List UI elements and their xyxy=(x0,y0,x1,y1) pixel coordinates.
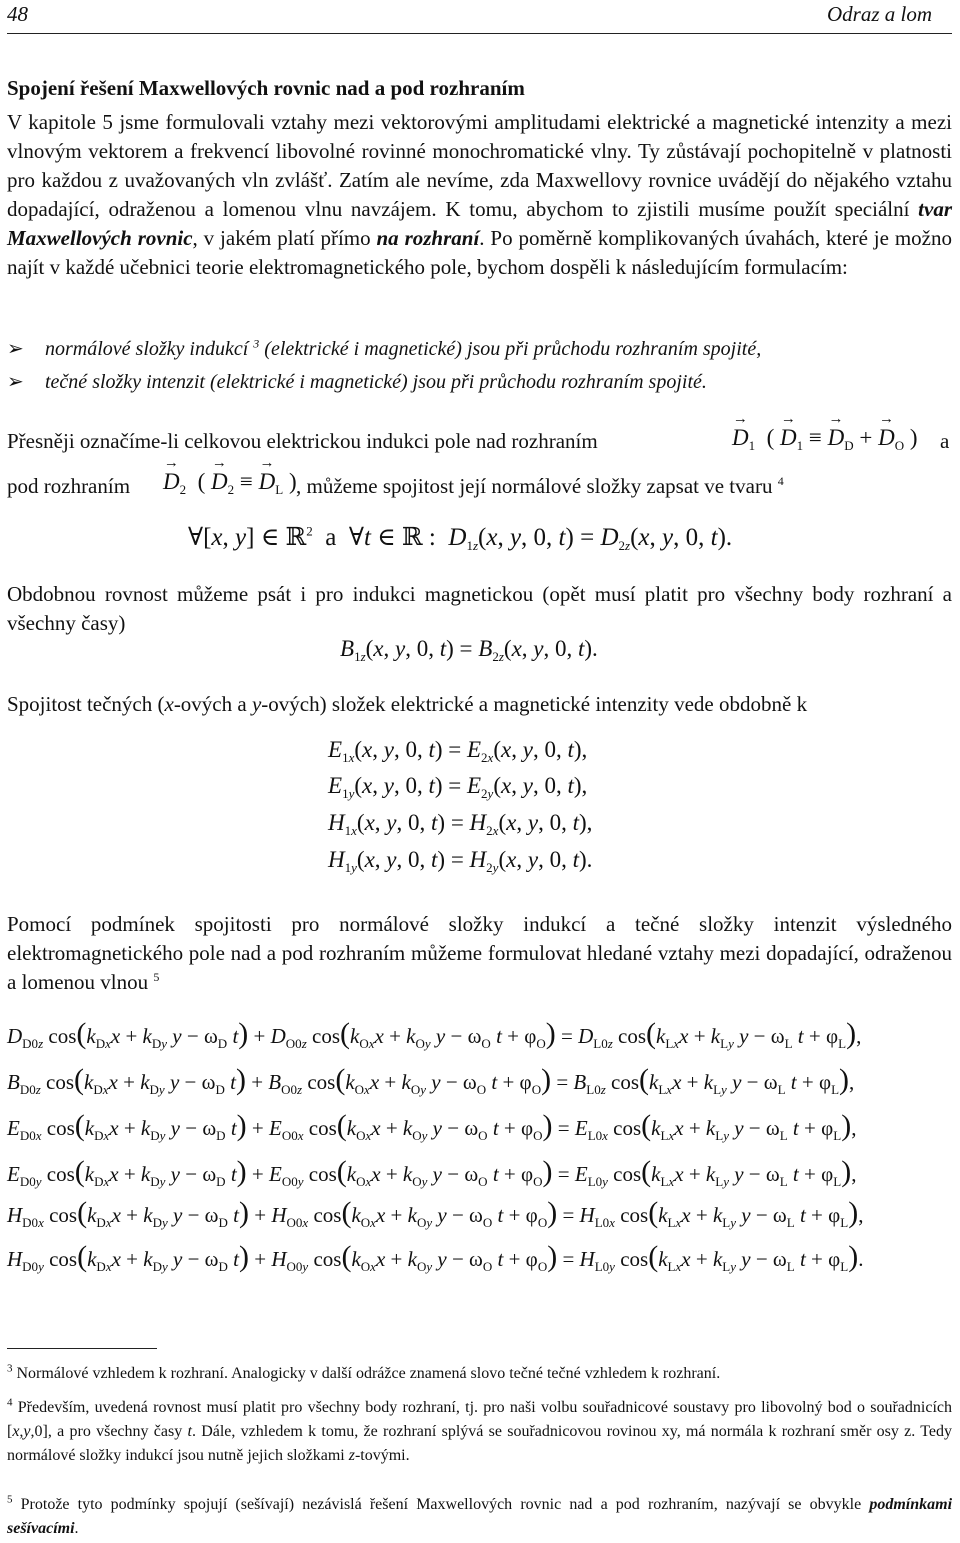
paragraph-line xyxy=(296,472,936,501)
footnote-emphasis: podmínkami sešívacími xyxy=(7,1496,953,1537)
footnote-mark: 3 xyxy=(7,1362,13,1375)
equation-normal-b: $B_{1z}(x$, y, 0, $t) = B_{2z}(x$, y, 0, t). xyxy=(340,636,598,664)
footnote-mark: 3 xyxy=(253,336,260,351)
bullet-text: tečné složky intenzit (elektrické i magnetické) jsou při průchodu rozhraním spojité. xyxy=(45,371,707,393)
arrow-bullet-icon: ➢ xyxy=(7,338,24,360)
sub: 1 xyxy=(466,538,473,553)
sub: O xyxy=(894,438,905,453)
footnote-text: z xyxy=(348,1447,355,1464)
conjunction: a xyxy=(940,429,950,453)
equation-wave-relation: $H_{D0y}$ $\cos(k_{Dx}x + k_{Dy}$ $y - \omega_D$ $t) + H_{O0y}$ $\cos(k_{Ox}x + k_{Oy}$ $y - \omega_O$ $t + \varphi_O) = H_{L0y}$ $\cos(k_{Lx}x + k_{Ly}$ $y - \omega_L$ $t + \varphi_L$). xyxy=(7,1240,864,1274)
equation-wave-relation: $E_{D0x}$ $\cos(k_{Dx}x + k_{Dy}$ $y - \omega_D$ $t) + E_{O0x}$ $\cos(k_{Ox}x + k_{Oy}$ $y - \omega_O$ $t + \varphi_O) = E_{L0x}$ $\cos(k_{Lx}x + k_{Ly}$ $y - \omega_L$ $t + \varphi_L$), xyxy=(7,1109,857,1143)
text: -ových) složek elektrické a magnetické intenzity vede obdobně k xyxy=(261,692,808,716)
bullet-item xyxy=(7,336,761,362)
text: Pomocí podmínek spojitosti pro normálové složky indukcí a tečné složky intenzit výsledného elektromagnetického pole nad a pod rozhraním můžeme formulovat hledané vztahy mezi dopadající, odraženou a lomenou vlnou xyxy=(7,912,952,994)
sub: D xyxy=(844,438,854,453)
text: Spojitost tečných ( xyxy=(7,692,165,716)
text: -ových a xyxy=(173,692,252,716)
footnote-5 xyxy=(7,1493,952,1541)
sub: z xyxy=(472,538,478,553)
text: V kapitole 5 jsme formulovali vztahy mezi vektorovými amplitudami elektrické a magnetické intenzity a mezi vlnovým vektorem a frekvencí libovolné rovinné monochromatické vlny. Ty zůstávají pochopitelně v platnosti pro každou z uvažovaných vln zvlášť. Zatím ale nevíme, zda Maxwellovy rovnice uvádějí do nějakého vztahu dopadající, odraženou a lomenou vlnu navzájem. K tomu, abychom to zjistili musíme použít speciální xyxy=(7,110,952,221)
footnote-rule xyxy=(7,1348,157,1349)
equation-tangential: $E_{1y}(x$, y, 0, $t) = E_{2y}(x$, y, 0, t), xyxy=(328,773,588,801)
footnote-text: Především, uvedená rovnost musí platit pro všechny body rozhraní, tj. pro naši volbu souřadnicové soustavy pro libovolný bod o souřadnicích [ xyxy=(7,1399,953,1440)
footnote-mark: 5 xyxy=(153,970,160,984)
bullet-item xyxy=(7,369,707,395)
emphasis-maxwell-form: tvar Maxwellových rovnic xyxy=(7,197,952,250)
text: , můžeme spojitost její normálové složky zapsat ve tvaru xyxy=(296,474,773,498)
text: , v jakém platí přímo xyxy=(192,226,377,250)
sub: 1 xyxy=(354,649,361,664)
equation-tangential: $H_{1y}(x$, y, 0, $t) = H_{2y}(x$, y, 0, t). xyxy=(328,847,593,875)
sub: 2 xyxy=(227,482,235,497)
equation-tangential: $E_{1x}(x$, y, 0, $t) = E_{2x}(x$, y, 0, t), xyxy=(328,737,588,765)
paragraph-tangential xyxy=(7,690,952,719)
footnote-mark: 4 xyxy=(777,474,784,488)
section-title: Spojení řešení Maxwellových rovnic nad a pod rozhraním xyxy=(7,76,525,100)
text: y xyxy=(251,692,262,716)
equation-normal-d: ∀[x, y] ∈ ℝ$^2$ a ∀t ∈ ℝ : $D_{1z}(x$, y, 0, $t) = D_{2z}(x$, y, 0, t). xyxy=(188,523,733,553)
sub: z xyxy=(625,538,631,553)
page-header xyxy=(7,2,932,30)
sub: 2 xyxy=(618,538,625,553)
paragraph-magnetic: Obdobnou rovnost můžeme psát i pro indukci magnetickou (opět musí platit pro všechny body rozhraní a všechny časy) xyxy=(7,582,952,635)
bullet-text: normálové složky indukcí xyxy=(45,338,254,360)
sub: L xyxy=(275,482,284,497)
emphasis-on-interface: na rozhraní xyxy=(376,226,480,250)
equation-wave-relation: $H_{D0x}$ $\cos(k_{Dx}x + k_{Dy}$ $y - \omega_D$ $t) + H_{O0x}$ $\cos(k_{Ox}x + k_{Oy}$ $y - \omega_O$ $t + \varphi_O) = H_{L0x}$ $\cos(k_{Lx}x + k_{Ly}$ $y - \omega_L$ $t + \varphi_L$), xyxy=(7,1196,864,1230)
equation-tangential: $H_{1x}(x$, y, 0, $t) = H_{2x}(x$, y, 0, t), xyxy=(328,810,593,838)
equation-inline-d2: → $D_2$ ( → $D_2$ ≡ → $D_L$ ) xyxy=(163,469,297,495)
arrow-bullet-icon: ➢ xyxy=(7,371,24,393)
sub: 2 xyxy=(492,649,499,664)
footnote-mark: 4 xyxy=(7,1396,13,1409)
equation-inline-d1: → $D_1$ ( → $D_1$ ≡ → $D_D$ + → $D_O$ ) xyxy=(732,425,918,451)
page-number: 48 xyxy=(7,2,28,26)
paragraph-conditions xyxy=(7,910,952,997)
equation-wave-relation: $B_{D0z}$ $\cos(k_{Dx}x + k_{Dy}$ $y - \omega_D$ $t) + B_{O0z}$ $\cos(k_{Ox}x + k_{Oy}$ $y - \omega_O$ $t + \varphi_O) = B_{L0z}$ $\cos(k_{Lx}x + k_{Ly}$ $y - \omega_L$ $t + \varphi_L$), xyxy=(7,1063,855,1097)
equation-wave-relation: $E_{D0y}$ $\cos(k_{Dx}x + k_{Dy}$ $y - \omega_D$ $t) + E_{O0y}$ $\cos(k_{Ox}x + k_{Oy}$ $y - \omega_O$ $t + \varphi_O) = E_{L0y}$ $\cos(k_{Lx}x + k_{Ly}$ $y - \omega_L$ $t + \varphi_L$), xyxy=(7,1155,857,1189)
sub: 1 xyxy=(796,438,804,453)
footnote-text: . xyxy=(74,1520,79,1537)
paragraph-line: pod rozhraním xyxy=(7,474,131,498)
paragraph-intro xyxy=(7,108,952,282)
bullet-text: (elektrické i magnetické) jsou při průchodu rozhraním spojité, xyxy=(259,338,762,360)
text: . Po poměrně komplikovaných úvahách, které je možno najít v každé učebnici teorie elektromagnetického pole, bychom dospěli k následujícím formulacím: xyxy=(7,226,953,279)
footnote-4 xyxy=(7,1396,952,1468)
footnote-text: . Dále, vzhledem k tomu, že rozhraní splývá se souřadnicovou rovinou xy, má normála k rozhraní směr osy z. Tedy normálové složky indukcí jsou nutně jejich složkami xyxy=(7,1423,952,1464)
footnote-3 xyxy=(7,1362,952,1386)
footnote-text: x,y xyxy=(12,1423,31,1440)
running-title: Odraz a lom xyxy=(826,2,932,26)
sub: 1 xyxy=(748,438,756,453)
sub: z xyxy=(360,649,366,664)
footnote-text: t xyxy=(187,1423,192,1440)
sub: 2 xyxy=(179,482,187,497)
footnote-mark: 5 xyxy=(7,1493,13,1506)
footnote-text: Protože tyto podmínky spojují (sešívají) nezávislá řešení Maxwellových rovnic nad a pod rozhraním, nazývají se obvykle xyxy=(20,1496,870,1513)
sub: z xyxy=(498,649,504,664)
footnote-text: ,0], a pro všechny časy xyxy=(30,1423,188,1440)
footnote-text: Normálové vzhledem k rozhraní. Analogicky v další odrážce znamená slovo tečné tečné vzhledem k rozhraní. xyxy=(16,1365,721,1382)
equation-wave-relation: $D_{D0z}$ $\cos(k_{Dx}x + k_{Dy}$ $y - \omega_D$ $t) + D_{O0z}$ $\cos(k_{Ox}x + k_{Oy}$ $y - \omega_O$ $t + \varphi_O) = D_{L0z}$ $\cos(k_{Lx}x + k_{Ly}$ $y - \omega_L$ $t + \varphi_L$), xyxy=(7,1017,862,1051)
footnote-text: -tovými. xyxy=(354,1447,410,1464)
paragraph-line: Přesněji označíme-li celkovou elektrickou indukci pole nad rozhraním xyxy=(7,429,598,453)
header-rule xyxy=(7,33,952,34)
text: x xyxy=(164,692,174,716)
